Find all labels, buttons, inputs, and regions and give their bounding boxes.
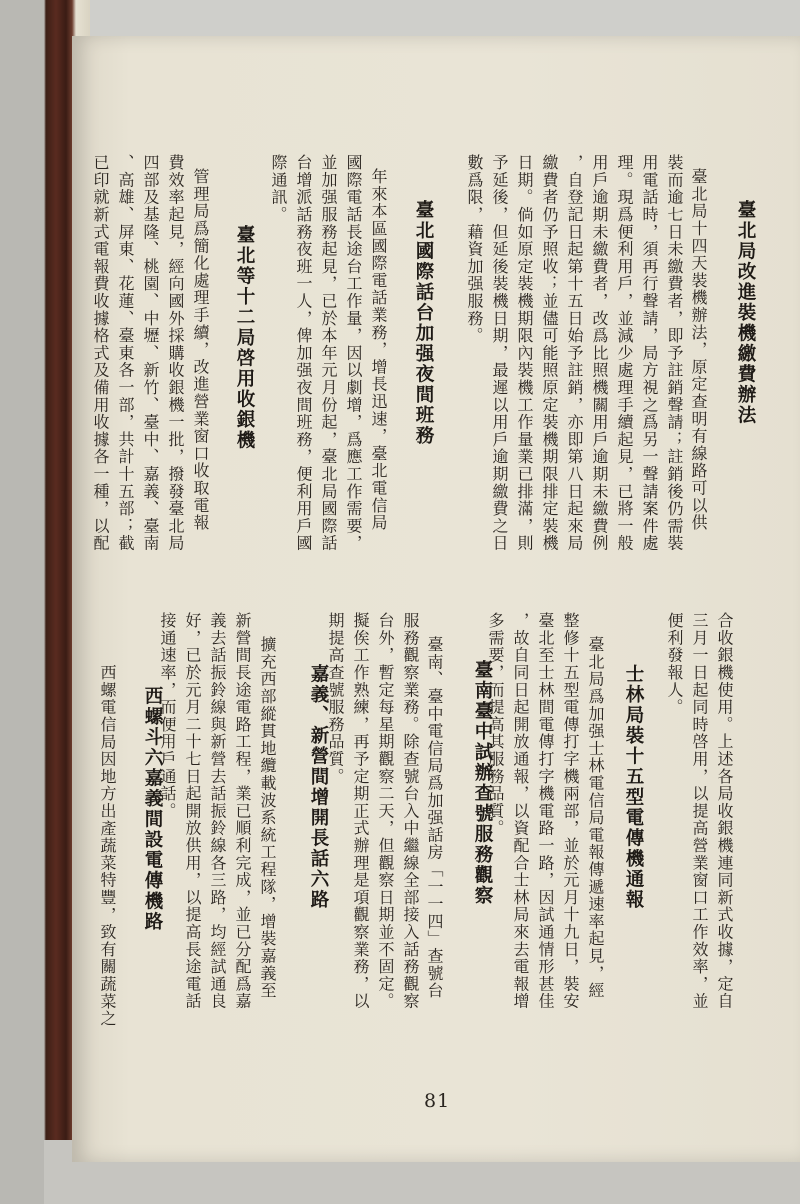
article-line: 繳費者仍予照收；並儘可能照原定裝機期限排定裝機 xyxy=(540,154,559,552)
article-line: 裝而逾七日未繳費者，即予註銷聲請；註銷後仍需裝 xyxy=(665,154,684,552)
article-line: ，自登記日起第十五日始予註銷，亦即第八日起來局 xyxy=(565,154,584,552)
article-line: ，故自同日起開放通報，以資配合士林局來去電報增 xyxy=(511,612,530,1010)
article-title: 臺南臺中試辦查號服務觀察 xyxy=(472,660,493,906)
article-line: 擴充西部縱貫地纜載波系統工程隊，增裝嘉義至 xyxy=(258,636,277,1000)
article-line: 四部及基隆、桃園、中壢、新竹、臺中、嘉義、臺南 xyxy=(141,154,160,552)
article-line: 已印就新式電報費收據格式及備用收據各一種，以配 xyxy=(91,154,110,552)
article-line: 國際電話長途台工作量，因以劇增，爲應工作需要， xyxy=(344,154,363,552)
article-line: 臺南、臺中電信局爲加强話房「一一四」查號台 xyxy=(425,636,444,1000)
article-line: 服務觀察業務。除查號台入中繼線全部接入話務觀察 xyxy=(401,612,420,1010)
article-line: 多需要，而提高其服務品質。 xyxy=(486,612,505,837)
article-line: 好，已於元月二十七日起開放供用，以提高長途電話 xyxy=(183,612,202,1010)
article-line: 數爲限，藉資加强服務。 xyxy=(465,154,484,345)
article-title: 臺北等十二局啓用收銀機 xyxy=(234,225,255,451)
article-line: 擬俟工作熟練，再予定期正式辦理是項觀察業務，以 xyxy=(351,612,370,1010)
article-title: 臺北國際話台加强夜間班務 xyxy=(413,200,434,446)
article-line: 年來本區國際電話業務，增長迅速，臺北電信局 xyxy=(369,168,388,532)
article-line: 義去話振鈴線與新營去話振鈴線各三路，均經試通良 xyxy=(208,612,227,1010)
article-line: 費效率起見，經向國外採購收銀機一批，撥發臺北局 xyxy=(166,154,185,552)
article-line: 台增派話務夜班一人，俾加强夜間班務，便利用戶國 xyxy=(294,154,313,552)
article-line: 新營間長途電路工程，業已順利完成，並已分配爲嘉 xyxy=(233,612,252,1010)
article-line: 期提高查號服務品質。 xyxy=(326,612,345,785)
article-line: 臺北局爲加强士林電信局電報傳遞速率起見，經 xyxy=(586,636,605,1000)
article-line: 並加强服務起見，已於本年元月份起，臺北局國際話 xyxy=(319,154,338,552)
page-number: 81 xyxy=(424,1090,451,1112)
article-line: 理。現爲便利用戶，並減少處理手續起見，已將一般 xyxy=(615,154,634,552)
article-line: 用戶逾期未繳費者，改爲比照機關用戶逾期未繳費例 xyxy=(590,154,609,552)
article-title: 臺北局改進裝機繳費辦法 xyxy=(735,200,756,426)
article-line: 合收銀機使用。上述各局收銀機連同新式收據，定自 xyxy=(715,612,734,1010)
article-line: 管理局爲簡化處理手續，改進營業窗口收取電報 xyxy=(191,168,210,532)
article-line: 台外，暫定每星期觀察二天，但觀察日期並不固定。 xyxy=(376,612,395,1010)
article-title: 嘉義、新營間增開長話六路 xyxy=(308,664,329,910)
article-line: 整修十五型電傳打字機兩部，並於元月十九日，裝安 xyxy=(561,612,580,1010)
article-line: 西螺電信局因地方出產蔬菜特豐，致有關蔬菜之 xyxy=(98,664,117,1028)
article-line: 予延後，但延後裝機日期，最遲以用戶逾期繳費之日 xyxy=(490,154,509,552)
article-title: 士林局裝十五型電傳機通報 xyxy=(623,664,644,910)
article-line: 臺北至士林間電傳打字機電路一路，因試通情形甚佳 xyxy=(536,612,555,1010)
article-line: 、高雄、屏東、花蓮、臺東各一部，共計十五部；截 xyxy=(116,154,135,552)
article-line: 際通訊。 xyxy=(269,154,288,224)
article-line: 便利發報人。 xyxy=(665,612,684,716)
article-title: 西螺斗六嘉義間設電傳機路 xyxy=(142,686,163,932)
article-line: 三月一日起同時啓用，以提高營業窗口工作效率，並 xyxy=(690,612,709,1010)
article-line: 日期。倘如原定裝機期限內裝機工作量業已排滿，則 xyxy=(515,154,534,552)
article-line: 用電話時，須再行聲請，局方視之爲另一聲請案件處 xyxy=(640,154,659,552)
article-line: 接通速率，而便用戶通話。 xyxy=(158,612,177,820)
article-line: 臺北局十四天裝機辦法，原定查明有線路可以供 xyxy=(689,168,708,532)
